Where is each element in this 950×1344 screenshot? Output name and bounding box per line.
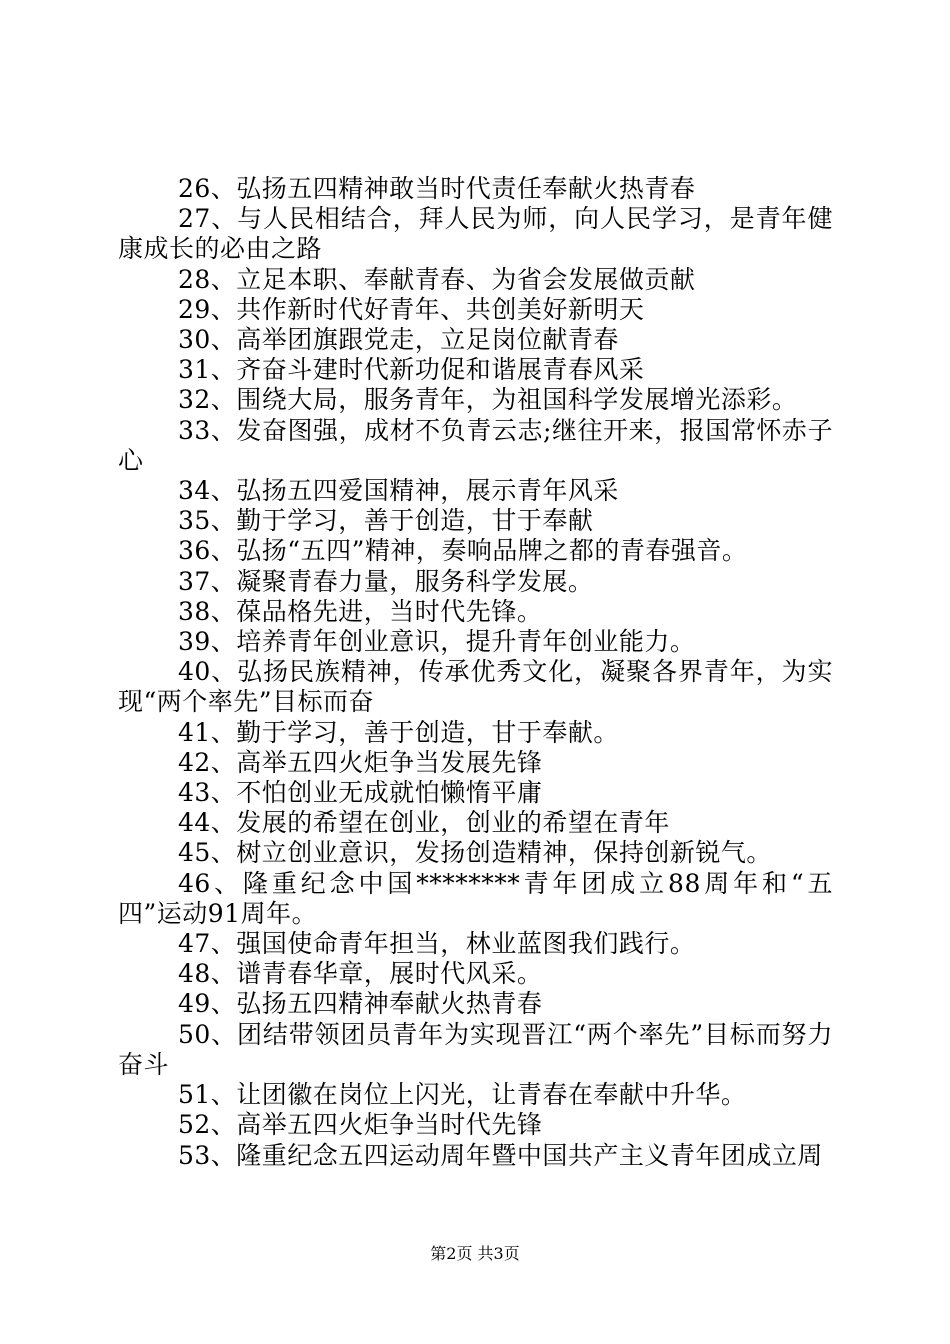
- slogan-item: 49、弘扬五四精神奉献火热青春: [178, 989, 543, 1019]
- slogan-item: 43、不怕创业无成就怕懒惰平庸: [178, 778, 543, 808]
- slogan-list: [118, 174, 833, 1171]
- slogan-item: 31、齐奋斗建时代新功促和谐展青春风采: [178, 355, 645, 385]
- slogan-item: 53、隆重纪念五四运动周年暨中国共产主义青年团成立周: [178, 1140, 823, 1170]
- slogan-item: 45、树立创业意识，发扬创造精神，保持创新锐气。: [178, 838, 772, 868]
- page-footer: 第2页 共3页: [430, 1244, 520, 1263]
- slogan-item: 39、培养青年创业意识，提升青年创业能力。: [178, 627, 696, 657]
- slogan-item: 50、团结带领团员青年为实现晋江“两个率先”目标而努力奋斗: [118, 1019, 833, 1079]
- slogan-item: 34、弘扬五四爱国精神，展示青年风采: [178, 476, 619, 506]
- slogan-item: 30、高举团旗跟党走，立足岗位献青春: [178, 325, 619, 355]
- slogan-item: 37、凝聚青春力量，服务科学发展。: [178, 566, 594, 596]
- slogan-item: 44、发展的希望在创业，创业的希望在青年: [178, 808, 670, 838]
- slogan-item: 27、与人民相结合，拜人民为师，向人民学习，是青年健康成长的必由之路: [118, 204, 833, 264]
- slogan-item: 29、共作新时代好青年、共创美好新明天: [178, 294, 645, 324]
- slogan-item: 51、让团徽在岗位上闪光，让青春在奉献中升华。: [178, 1080, 747, 1110]
- slogan-item: 33、发奋图强，成材不负青云志;继往开来，报国常怀赤子心: [118, 415, 833, 475]
- slogan-item: 47、强国使命青年担当，林业蓝图我们践行。: [178, 929, 696, 959]
- slogan-item: 36、弘扬“五四”精神，奏响品牌之都的青春强音。: [178, 536, 748, 566]
- slogan-item: 35、勤于学习，善于创造，甘于奉献: [178, 506, 594, 536]
- slogan-item: 46、隆重纪念中国********青年团成立88周年和“五四”运动91周年。: [118, 868, 833, 928]
- slogan-item: 26、弘扬五四精神敢当时代责任奉献火热青春: [178, 174, 696, 203]
- slogan-item: 40、弘扬民族精神，传承优秀文化，凝聚各界青年，为实现“两个率先”目标而奋: [118, 657, 833, 717]
- slogan-item: 42、高举五四火炬争当发展先锋: [178, 747, 543, 777]
- slogan-item: 48、谱青春华章，展时代风采。: [178, 959, 543, 989]
- slogan-item: 32、围绕大局，服务青年，为祖国科学发展增光添彩。: [178, 385, 798, 415]
- slogan-item: 28、立足本职、奉献青春、为省会发展做贡献: [178, 264, 696, 294]
- slogan-item: 38、葆品格先进，当时代先锋。: [178, 596, 543, 626]
- slogan-item: 41、勤于学习，善于创造，甘于奉献。: [178, 717, 619, 747]
- slogan-item: 52、高举五四火炬争当时代先锋: [178, 1110, 543, 1140]
